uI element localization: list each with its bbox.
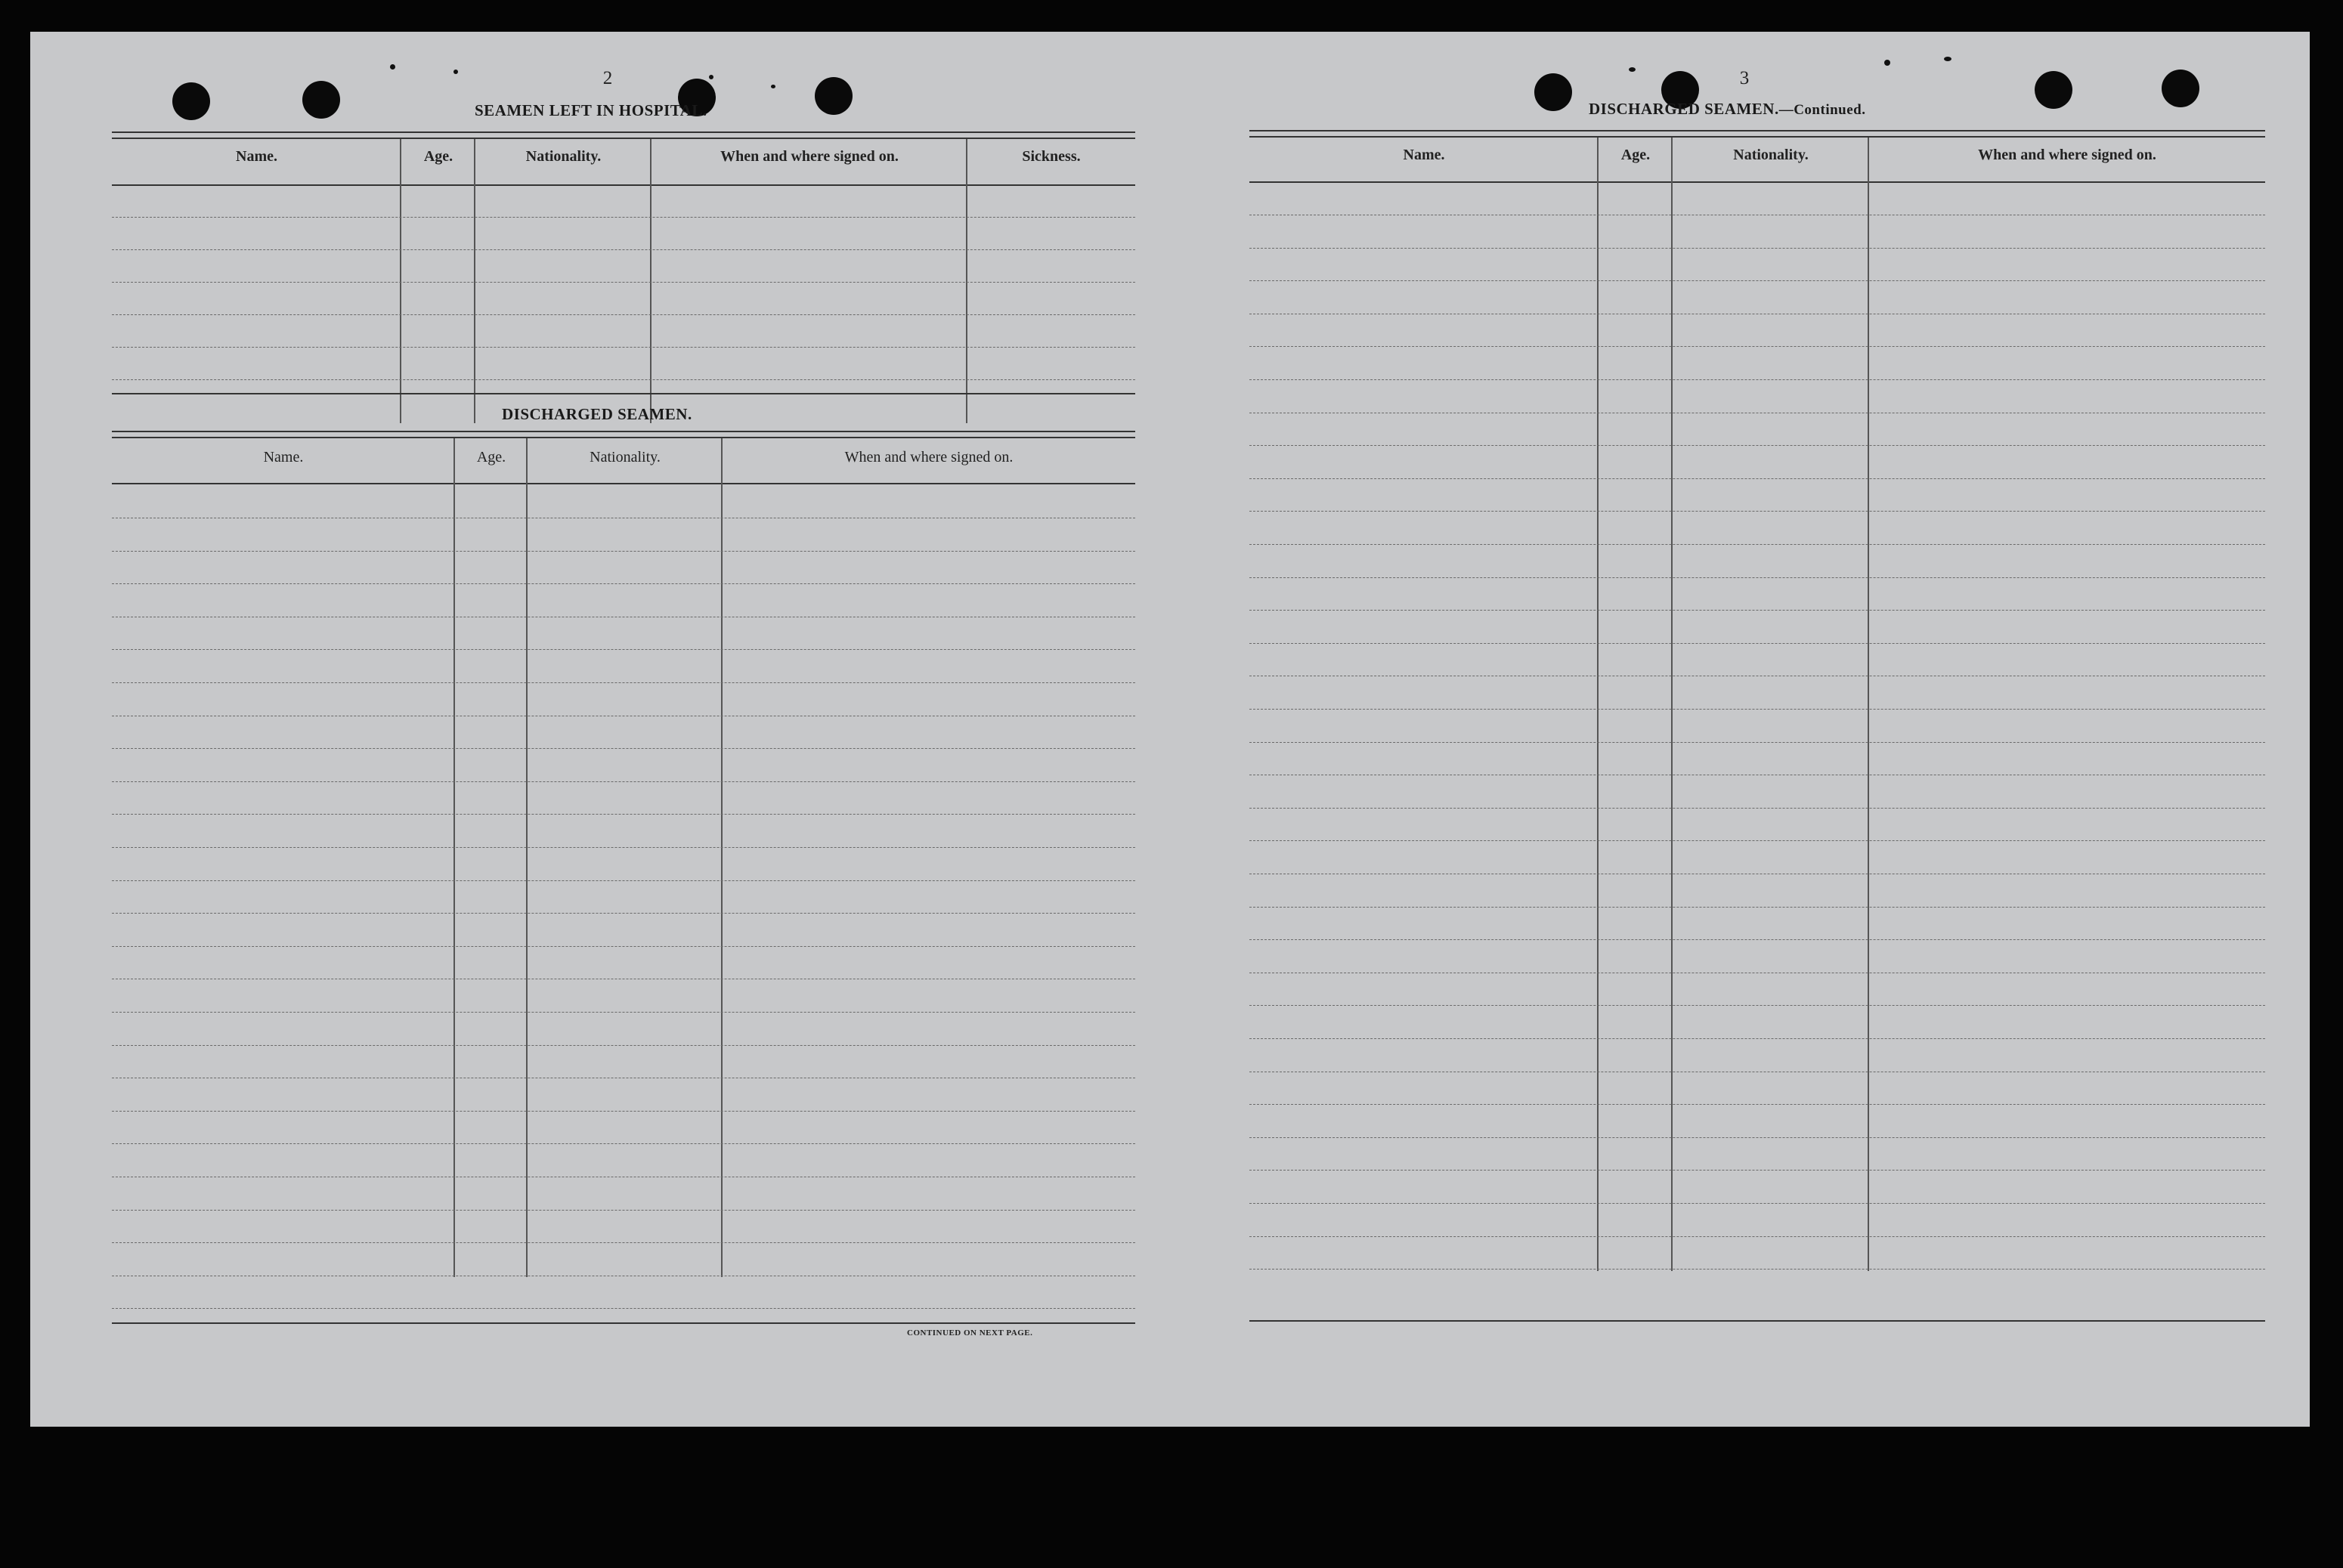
ruled-line: [112, 1308, 1135, 1309]
discharged-col-age: Age.: [476, 449, 506, 465]
ruled-line: [112, 748, 1135, 749]
ruled-line: [1249, 610, 2265, 611]
hospital-col-divider: [474, 139, 475, 423]
right-col-signed-on: When and where signed on.: [1978, 147, 2156, 163]
ruled-line: [1249, 248, 2265, 249]
punch-hole: [815, 77, 853, 115]
ink-speck: [771, 85, 775, 88]
ruled-line: [1249, 577, 2265, 578]
hospital-col-age: Age.: [423, 148, 453, 165]
ink-speck: [453, 70, 458, 74]
ruled-line: [112, 583, 1135, 584]
right-col-divider: [1671, 138, 1673, 1271]
ruled-line: [1249, 379, 2265, 380]
continued-footer: CONTINUED ON NEXT PAGE.: [907, 1328, 1033, 1338]
page-number-right: 3: [1739, 68, 1750, 88]
right-header-rule: [1249, 181, 2265, 183]
discharged-col-nationality: Nationality.: [590, 449, 661, 465]
ink-speck: [1629, 67, 1636, 72]
ink-speck: [1944, 57, 1951, 61]
ruled-line: [112, 217, 1135, 218]
ruled-line: [112, 1210, 1135, 1211]
discharged-bottom-rule: [112, 1322, 1135, 1324]
ruled-line: [112, 814, 1135, 815]
punch-hole: [172, 82, 210, 120]
hospital-col-name: Name.: [236, 148, 277, 165]
ruled-line: [112, 913, 1135, 914]
discharged-top-rule: [112, 431, 1135, 438]
ruled-line: [112, 847, 1135, 848]
hospital-col-divider: [966, 139, 967, 423]
ruled-line: [112, 1111, 1135, 1112]
ruled-line: [1249, 840, 2265, 841]
ruled-line: [112, 682, 1135, 683]
ruled-line: [1249, 939, 2265, 940]
discharged-col-divider: [453, 438, 455, 1277]
discharged-header-rule: [112, 483, 1135, 484]
hospital-section-title: SEAMEN LEFT IN HOSPITAL.: [475, 101, 707, 119]
punch-hole: [302, 81, 340, 119]
ruled-line: [1249, 1170, 2265, 1171]
ruled-line: [112, 781, 1135, 782]
ruled-line: [112, 1242, 1135, 1243]
ledger-spread: [30, 32, 2310, 1427]
ruled-line: [1249, 643, 2265, 644]
ruled-line: [112, 249, 1135, 250]
ink-speck: [390, 64, 395, 70]
ruled-line: [1249, 907, 2265, 908]
right-bottom-rule: [1249, 1320, 2265, 1322]
hospital-bottom-rule: [112, 393, 1135, 394]
right-top-rule: [1249, 130, 2265, 138]
ruled-line: [1249, 709, 2265, 710]
ink-speck: [709, 75, 713, 79]
ruled-line: [1249, 808, 2265, 809]
ruled-line: [1249, 1203, 2265, 1204]
continued-title-main: DISCHARGED SEAMEN.: [1589, 100, 1779, 118]
punch-hole: [2162, 70, 2199, 107]
ruled-line: [112, 1045, 1135, 1046]
hospital-col-divider: [400, 139, 401, 423]
ruled-line: [112, 282, 1135, 283]
ruled-line: [112, 880, 1135, 881]
ruled-line: [112, 1143, 1135, 1144]
hospital-col-sickness: Sickness.: [1022, 148, 1081, 165]
hospital-col-divider: [650, 139, 652, 423]
ink-speck: [1884, 60, 1890, 66]
ruled-line: [112, 1012, 1135, 1013]
right-col-divider: [1597, 138, 1599, 1271]
continued-title-suffix: —Continued.: [1778, 102, 1866, 118]
page-number-left: 2: [602, 68, 613, 88]
continued-section-title: [1589, 100, 1865, 119]
ruled-line: [1249, 742, 2265, 743]
ruled-line: [1249, 1104, 2265, 1105]
hospital-col-nationality: Nationality.: [525, 148, 602, 165]
right-col-age: Age.: [1620, 147, 1651, 163]
right-col-name: Name.: [1403, 147, 1445, 163]
ruled-line: [112, 314, 1135, 315]
punch-hole: [2035, 71, 2072, 109]
ruled-line: [1249, 280, 2265, 281]
ruled-line: [112, 347, 1135, 348]
ruled-line: [1249, 1005, 2265, 1006]
hospital-top-rule: [112, 131, 1135, 139]
hospital-col-signed-on: When and where signed on.: [720, 148, 899, 165]
ruled-line: [1249, 1038, 2265, 1039]
ruled-line: [1249, 478, 2265, 479]
ruled-line: [112, 379, 1135, 380]
ruled-line: [1249, 1236, 2265, 1237]
hospital-header-rule: [112, 184, 1135, 186]
discharged-col-signed-on: When and where signed on.: [844, 449, 1014, 465]
ruled-line: [112, 649, 1135, 650]
ruled-line: [1249, 346, 2265, 347]
ruled-line: [1249, 445, 2265, 446]
ruled-line: [112, 946, 1135, 947]
ruled-line: [1249, 1137, 2265, 1138]
ruled-line: [112, 551, 1135, 552]
ruled-line: [1249, 544, 2265, 545]
right-col-nationality: Nationality.: [1733, 147, 1809, 163]
discharged-col-divider: [721, 438, 723, 1277]
punch-hole: [1534, 73, 1572, 111]
discharged-col-divider: [526, 438, 528, 1277]
ruled-line: [1249, 511, 2265, 512]
discharged-col-name: Name.: [263, 449, 304, 465]
discharged-section-title: DISCHARGED SEAMEN.: [502, 405, 692, 423]
right-col-divider: [1868, 138, 1869, 1271]
ruled-line: [1249, 1269, 2265, 1270]
